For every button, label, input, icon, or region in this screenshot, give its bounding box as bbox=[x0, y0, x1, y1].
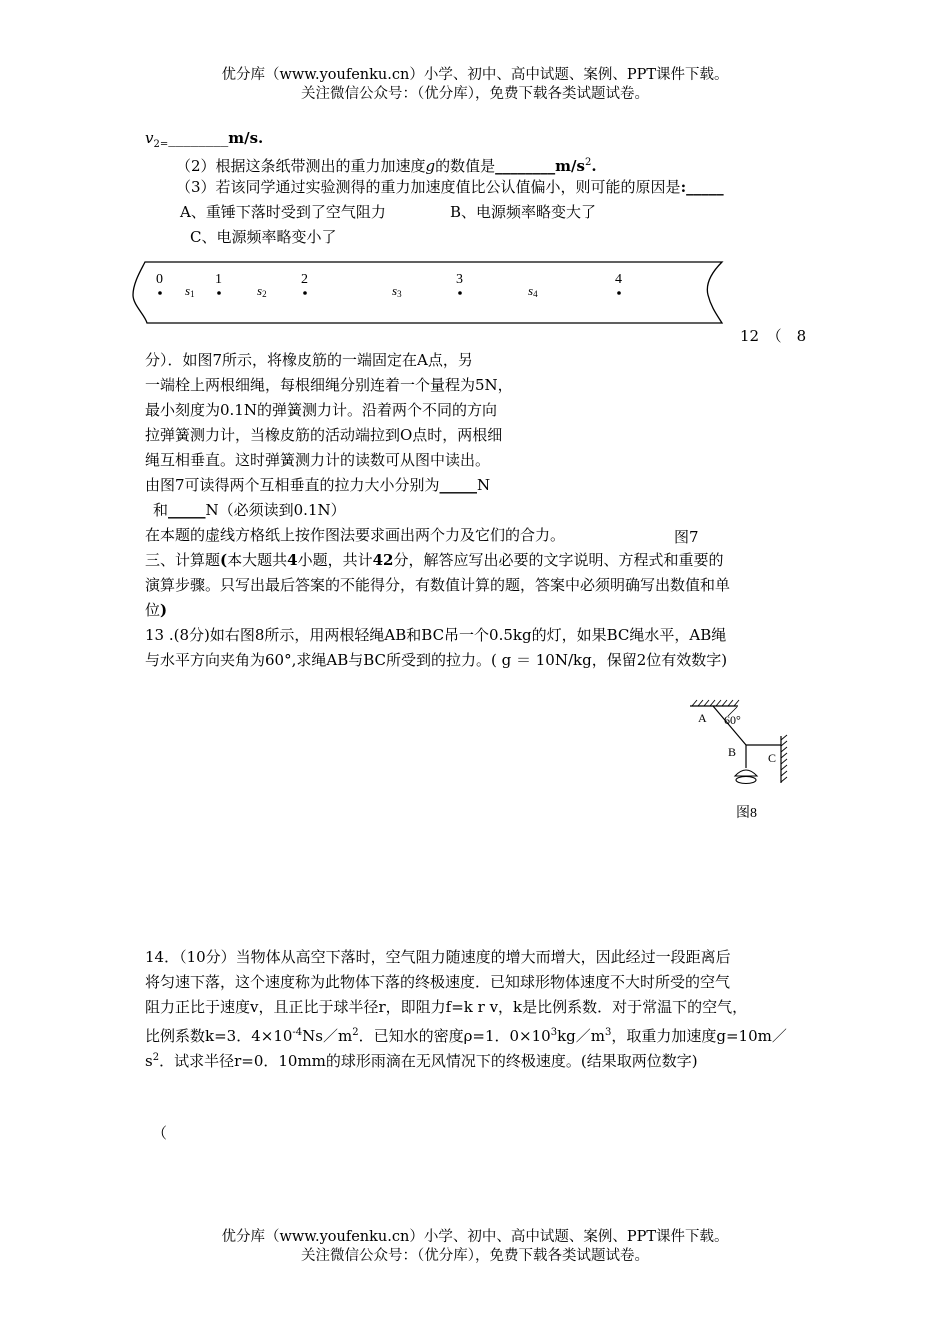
q11-part2-end: . bbox=[591, 157, 597, 175]
q12-draw-instruction: 在本题的虚线方格纸上按作图法要求画出两个力及它们的合力。 bbox=[145, 526, 566, 544]
tape-point-label-3: 3 bbox=[456, 272, 463, 287]
v2-subscript: 2= bbox=[153, 139, 169, 150]
q11-part3 bbox=[176, 175, 724, 200]
g-blank: ________ bbox=[495, 157, 556, 175]
section3-text-g: 分，解答应写出必要的文字说明、方程式和重要的 bbox=[393, 551, 724, 569]
q12-and-text: 和 bbox=[153, 501, 169, 519]
option-b: B、电源频率略变大了 bbox=[450, 203, 597, 221]
q14-line-3: 阻力正比于速度v，且正比于球半径r，即阻力f=k r v，k是比例系数．对于常温下的空气， bbox=[145, 998, 748, 1016]
label-angle: 60° bbox=[724, 713, 741, 727]
v2-unit: m/s. bbox=[228, 129, 264, 147]
q12-line-1: 分）．如图7所示，将橡皮筋的一端固定在A点，另 bbox=[145, 351, 473, 369]
header-line-2: 关注微信公众号：（优分库），免费下载各类试题试卷。 bbox=[301, 86, 649, 102]
tape-dot-0 bbox=[158, 291, 162, 295]
g-variable: g bbox=[425, 157, 436, 175]
q13-line-1: 13 .(8分)如右图8所示，用两根轻绳AB和BC吊一个0.5kg的灯，如果BC绳水平，AB绳 bbox=[145, 626, 727, 644]
section3-text-c: 本大题共 bbox=[227, 551, 288, 569]
option-c: C、电源频率略变小了 bbox=[190, 228, 337, 246]
tape-dot-3 bbox=[458, 291, 462, 295]
q14-text-4b: Ns／m bbox=[302, 1027, 353, 1045]
q12-unit-2: N（必须读到0.1N） bbox=[205, 501, 346, 519]
q12-blank-2: _____ bbox=[168, 501, 206, 519]
q14-text-4c: ．已知水的密度ρ=1．0×10 bbox=[358, 1027, 551, 1045]
tape-point-label-0: 0 bbox=[156, 272, 163, 287]
q14-text-4d: kg／m bbox=[557, 1027, 606, 1045]
q12-unit-1: N bbox=[477, 476, 491, 494]
tape-segment-s3: s3 bbox=[392, 283, 402, 299]
section3-score: 42 bbox=[372, 551, 394, 569]
q14-sup-5: 2 bbox=[152, 1052, 160, 1063]
q12-number: 12 （ 8 bbox=[740, 327, 807, 345]
q14-text-4e: ，取重力加速度g=10m／ bbox=[611, 1027, 787, 1045]
tape-segment-s1: s1 bbox=[185, 283, 195, 299]
q14-sup-1: -4 bbox=[292, 1027, 303, 1038]
g-unit: m/s bbox=[555, 157, 585, 175]
section3-line-1 bbox=[145, 548, 723, 573]
lamp-shade bbox=[735, 770, 757, 776]
section3-line-2: 演算步骤。只写出最后答案的不能得分，有数值计算的题，答案中必须明确写出数值和单 bbox=[145, 576, 731, 594]
q11-part3-text: （3）若该同学通过实验测得的重力加速度值比公认值偏小，则可能的原因是 bbox=[176, 178, 681, 196]
label-b: B bbox=[728, 745, 737, 759]
q14-line-1: 14．（10分）当物体从高空下落时，空气阻力随速度的增大而增大，因此经过一段距离后 bbox=[145, 948, 731, 966]
tape-dot-1 bbox=[217, 291, 221, 295]
q12-blank-1: _____ bbox=[439, 476, 478, 494]
q11-part2-text2: 的数值是 bbox=[435, 157, 496, 175]
option-a: A、重锤下落时受到了空气阻力 bbox=[180, 203, 386, 221]
section3-text-e: 小题，共计 bbox=[297, 551, 373, 569]
q12-line-3: 最小刻度为0.1N的弹簧测力计。沿着两个不同的方向 bbox=[145, 401, 497, 419]
q12-read-text: 由图7可读得两个互相垂直的拉力大小分别为 bbox=[145, 476, 440, 494]
q14-sup-3: 3 bbox=[550, 1027, 558, 1038]
q14-paren: （ bbox=[152, 1124, 168, 1142]
q14-sup-2: 2 bbox=[352, 1027, 359, 1038]
q14-line-5 bbox=[145, 1045, 698, 1074]
q14-text-4a: 比例系数k=3．4×10 bbox=[145, 1027, 293, 1045]
figure-7-label: 图7 bbox=[674, 528, 699, 546]
q12-line-5: 绳互相垂直。这时弹簧测力计的读数可从图中读出。 bbox=[145, 451, 491, 469]
q11-part3-blank: :_____ bbox=[680, 178, 724, 196]
q14-text-5b: ．试求半径r=0．10mm的球形雨滴在无风情况下的终极速度。(结果取两位数字) bbox=[159, 1052, 698, 1070]
q12-read-line bbox=[145, 473, 490, 498]
q14-sup-4: 3 bbox=[605, 1027, 612, 1038]
paper-tape-diagram bbox=[125, 255, 730, 330]
tape-segment-s4: s4 bbox=[528, 283, 538, 299]
figure-8-caption: 图8 bbox=[736, 806, 757, 821]
section3-text-3a: 位 bbox=[145, 601, 161, 619]
v2-blank: ________ bbox=[168, 129, 229, 147]
q12-line-2: 一端栓上两根细绳，每根细绳分别连着一个量程为5N， bbox=[145, 376, 513, 394]
wall-hatching bbox=[781, 735, 787, 782]
section3-close-paren: ) bbox=[160, 601, 168, 619]
tape-point-label-1: 1 bbox=[215, 272, 222, 287]
q11-part2-text: （2）根据这条纸带测出的重力加速度 bbox=[176, 157, 426, 175]
tape-dot-4 bbox=[617, 291, 621, 295]
q12-and-line bbox=[153, 498, 346, 523]
section3-line-3 bbox=[145, 598, 167, 623]
header-line-1: 优分库（www.youfenku.cn）小学、初中、高中试题、案例、PPT课件下载。 bbox=[221, 67, 729, 83]
q13-line-2: 与水平方向夹角为60°,求绳AB与BC所受到的拉力。( g ＝ 10N/kg，保留2位有效数字) bbox=[145, 651, 728, 669]
q14-line-2: 将匀速下落，这个速度称为此物体下落的终极速度．已知球形物体速度不大时所受的空气 bbox=[145, 973, 731, 991]
lamp-bulb bbox=[736, 777, 756, 784]
g-unit-sup: 2 bbox=[584, 157, 592, 168]
label-a: A bbox=[698, 711, 707, 725]
section3-paren: ( bbox=[220, 551, 228, 569]
ceiling-hatching bbox=[692, 700, 739, 706]
tape-dot-2 bbox=[303, 291, 307, 295]
tape-point-label-2: 2 bbox=[301, 272, 308, 287]
v2-variable: v bbox=[145, 129, 154, 147]
footer-line-2: 关注微信公众号：（优分库），免费下载各类试题试卷。 bbox=[301, 1248, 649, 1264]
section3-count: 4 bbox=[287, 551, 298, 569]
label-c: C bbox=[768, 751, 777, 765]
q14-text-5a: s bbox=[145, 1052, 153, 1070]
footer-line-1: 优分库（www.youfenku.cn）小学、初中、高中试题、案例、PPT课件下载。 bbox=[221, 1229, 729, 1245]
tape-point-label-4: 4 bbox=[615, 272, 622, 287]
q12-line-4: 拉弹簧测力计，当橡皮筋的活动端拉到O点时，两根细 bbox=[145, 426, 503, 444]
tape-segment-s2: s2 bbox=[257, 283, 267, 299]
section3-title: 三、计算题 bbox=[145, 551, 221, 569]
figure-8-diagram bbox=[680, 698, 800, 823]
